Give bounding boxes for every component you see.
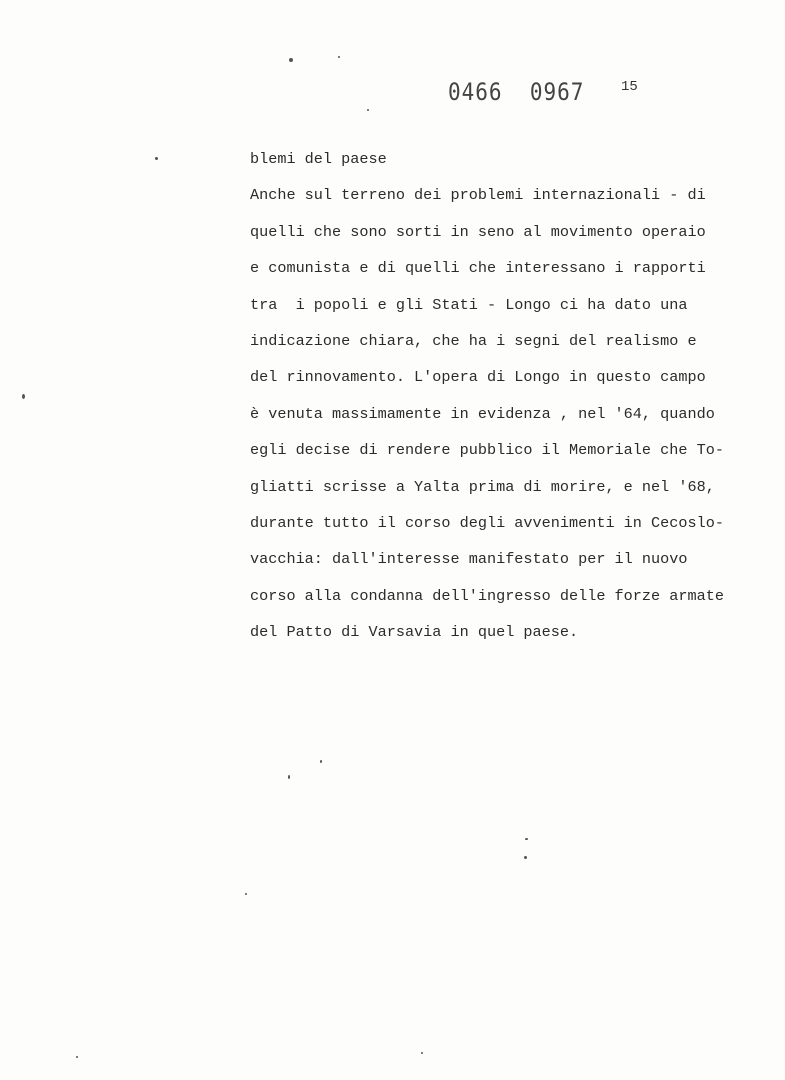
text-line: quelli che sono sorti in seno al movimento operaio: [250, 222, 706, 241]
text-line: egli decise di rendere pubblico il Memoriale che To-: [250, 441, 724, 460]
scan-speck: [288, 775, 290, 779]
scan-speck: [76, 1056, 78, 1058]
text-line: vacchia: dall'interesse manifestato per il nuovo: [250, 550, 688, 569]
scan-speck: [367, 109, 369, 111]
text-line: gliatti scrisse a Yalta prima di morire, e nel '68,: [250, 477, 715, 496]
scan-speck: [155, 157, 158, 160]
text-line: Anche sul terreno dei problemi internazionali - di: [250, 186, 706, 205]
scan-speck: [289, 58, 293, 62]
archive-number: 0466 0967: [448, 78, 585, 106]
text-line: è venuta massimamente in evidenza , nel '64, quando: [250, 404, 715, 423]
scan-speck: [245, 893, 247, 895]
text-line: e comunista e di quelli che interessano i rapporti: [250, 259, 706, 278]
body-text: [250, 147, 770, 656]
text-line: durante tutto il corso degli avvenimenti in Cecoslo-: [250, 513, 724, 532]
scan-speck: [338, 56, 340, 58]
scan-speck: [524, 856, 527, 859]
text-line: del rinnovamento. L'opera di Longo in questo campo: [250, 368, 706, 387]
scan-speck: [421, 1052, 423, 1054]
text-line: tra i popoli e gli Stati - Longo ci ha dato una: [250, 295, 688, 314]
scan-speck: [320, 760, 322, 763]
text-line: del Patto di Varsavia in quel paese.: [250, 623, 579, 642]
text-line: blemi del paese: [250, 150, 387, 168]
scan-speck: [525, 838, 528, 840]
text-line: corso alla condanna dell'ingresso delle forze armate: [250, 586, 724, 605]
scan-speck: [22, 394, 25, 399]
text-line: indicazione chiara, che ha i segni del realismo e: [250, 331, 697, 350]
page-number: 15: [621, 79, 638, 95]
